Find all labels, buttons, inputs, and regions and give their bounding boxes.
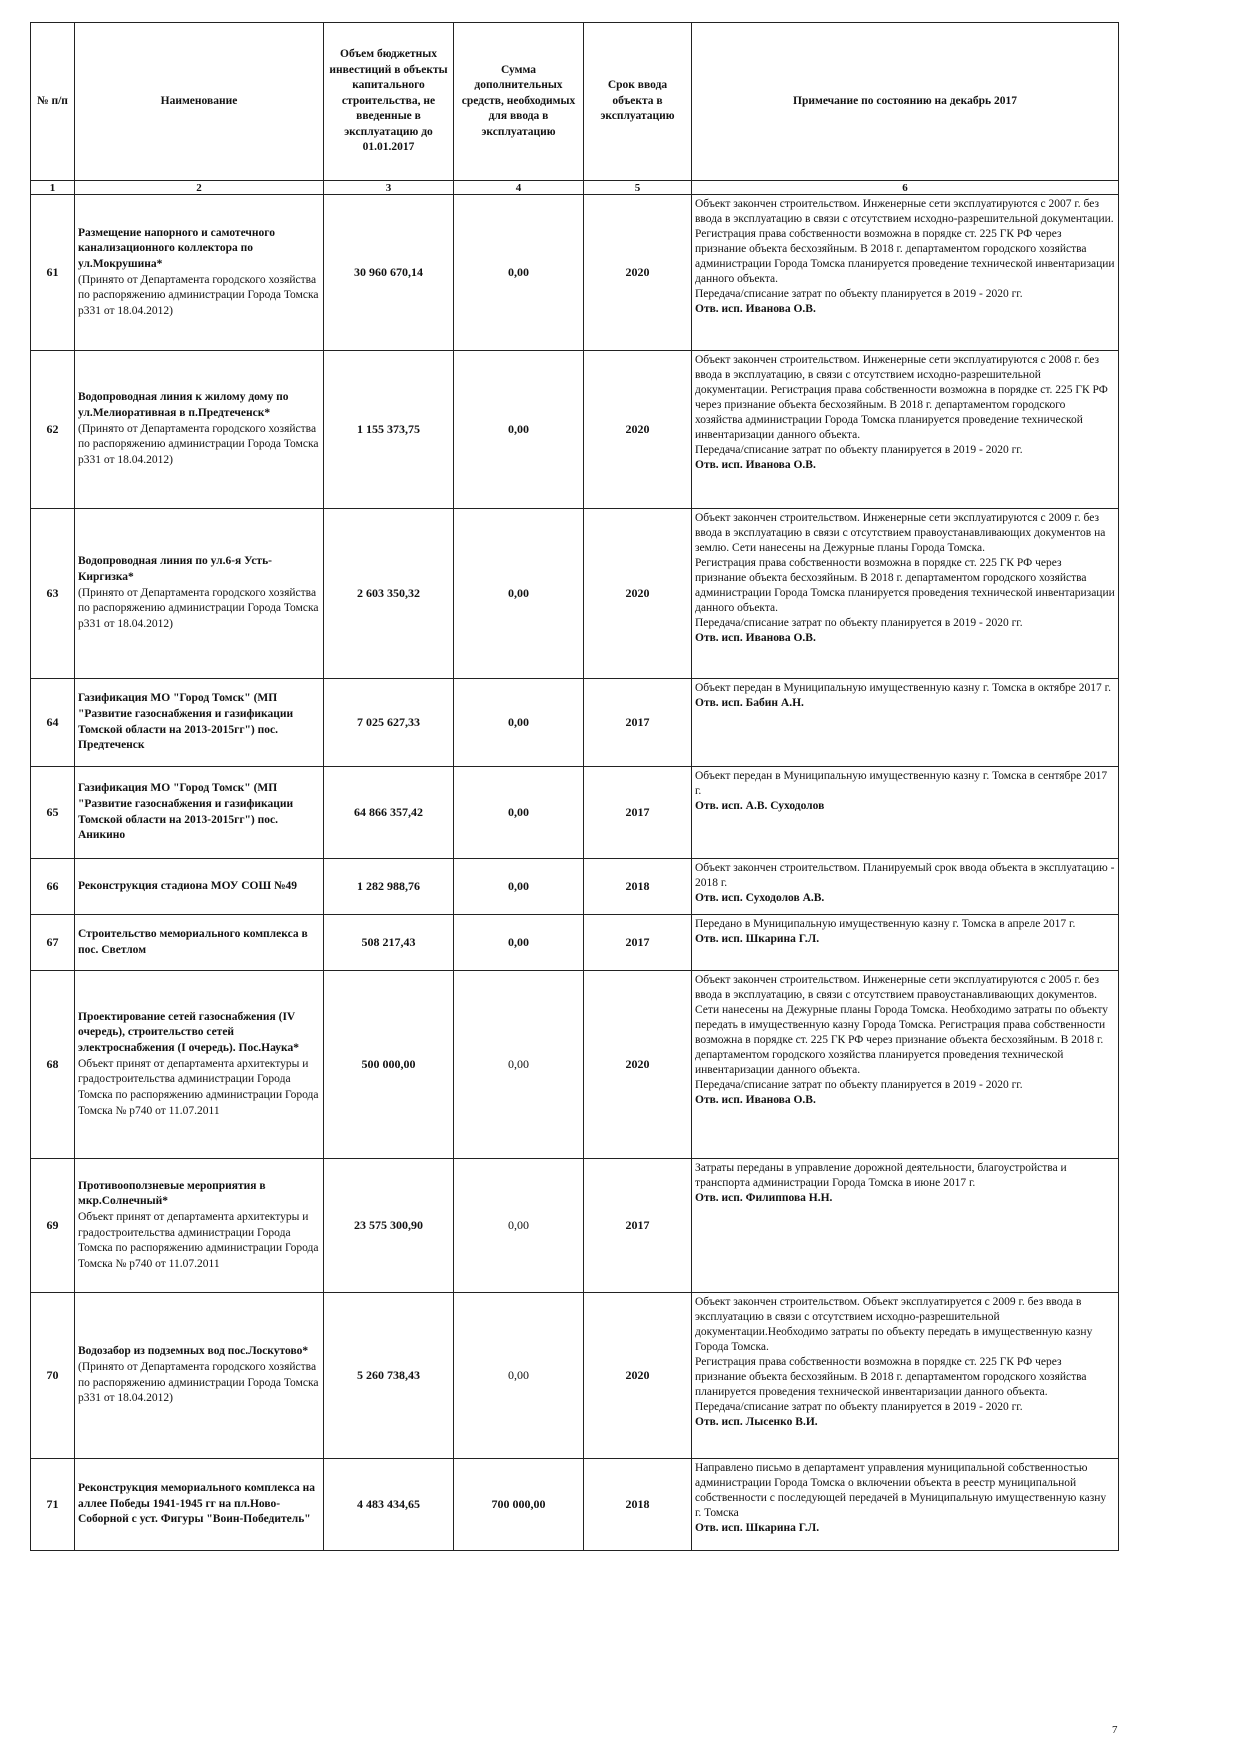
commissioning-term: 2017 [584, 915, 692, 971]
table-row [31, 767, 1119, 859]
object-name-main: Газификация МО "Город Томск" (МП "Развитие газоснабжения и газификации Томской области на 2013-2015гг") пос. Предтеченск [78, 692, 294, 752]
object-name-main: Реконструкция мемориального комплекса на аллее Победы 1941-1945 гг на пл.Ново-Соборной с уст. Фигуры "Воин-Победитель" [78, 1482, 316, 1526]
note-text: Регистрация права собственности возможна в порядке ст. 225 ГК РФ через признание объекта бесхозяйным. В 2018 г. департаментом городского хозяйства планируется проведения технической инвентаризации данного объекта. [695, 1355, 1087, 1398]
note [692, 509, 1119, 679]
note [692, 1293, 1119, 1459]
commissioning-term: 2020 [584, 1293, 692, 1459]
responsible-person: Отв. исп. А.В. Суходолов [695, 799, 825, 812]
note-text: Объект закончен строительством. Инженерные сети эксплуатируются с 2007 г. без ввода в эксплуатацию в связи с отсутствием исходно-разрешительной документации. Регистрация права собственности возможна в порядке ст. 225 ГК РФ через признание объекта бесхозяйным. В 2018 г. департаментом городского хозяйства администрации Города Томска планируется проведение технической инвентаризации данного объекта. [695, 198, 1115, 285]
table-row [31, 351, 1119, 509]
investment-volume: 4 483 434,65 [324, 1459, 454, 1551]
responsible-person: Отв. исп. Шкарина Г.Л. [695, 932, 820, 945]
note-text: Объект закончен строительством. Объект эксплуатируется с 2009 г. без ввода в эксплуатацию в связи с отсутствием исходно-разрешительной документации.Необходимо затраты по объекту передать в имущественную казну Города Томска. [695, 1296, 1093, 1353]
column-number: 6 [692, 181, 1119, 195]
row-number: 68 [31, 971, 75, 1159]
object-name [75, 1293, 324, 1459]
column-numbers-row [31, 181, 1119, 195]
note [692, 767, 1119, 859]
investment-volume: 7 025 627,33 [324, 679, 454, 767]
note [692, 1459, 1119, 1551]
object-name [75, 195, 324, 351]
object-name-main: Водопроводная линия к жилому дому по ул.Мелиоративная в п.Предтеченск* [78, 391, 289, 420]
note-text: Объект передан в Муниципальную имущественную казну г. Томска в сентябре 2017 г. [695, 770, 1108, 797]
responsible-person: Отв. исп. Суходолов А.В. [695, 891, 825, 904]
object-name-details: (Принято от Департамента городского хозяйства по распоряжению администрации Города Томска р331 от 18.04.2012) [78, 1360, 319, 1405]
table-row [31, 679, 1119, 767]
column-number: 5 [584, 181, 692, 195]
responsible-person: Отв. исп. Лысенко В.И. [695, 1415, 818, 1428]
object-name [75, 915, 324, 971]
investment-volume: 2 603 350,32 [324, 509, 454, 679]
row-number: 71 [31, 1459, 75, 1551]
note-text: Объект передан в Муниципальную имущественную казну г. Томска в октябре 2017 г. [695, 682, 1111, 694]
table-row [31, 1159, 1119, 1293]
responsible-person: Отв. исп. Шкарина Г.Л. [695, 1521, 820, 1534]
note [692, 915, 1119, 971]
page-number: 7 [1112, 1724, 1118, 1736]
header-num: № п/п [31, 23, 75, 181]
object-name [75, 859, 324, 915]
commissioning-term: 2017 [584, 1159, 692, 1293]
object-name-main: Газификация МО "Город Томск" (МП "Развитие газоснабжения и газификации Томской области на 2013-2015гг") пос. Аникино [78, 782, 294, 842]
note [692, 971, 1119, 1159]
row-number: 63 [31, 509, 75, 679]
investment-volume: 500 000,00 [324, 971, 454, 1159]
row-number: 61 [31, 195, 75, 351]
object-name [75, 351, 324, 509]
commissioning-term: 2020 [584, 195, 692, 351]
responsible-person: Отв. исп. Иванова О.В. [695, 631, 816, 644]
table-row [31, 915, 1119, 971]
responsible-person: Отв. исп. Иванова О.В. [695, 302, 816, 315]
note [692, 679, 1119, 767]
additional-funds: 0,00 [454, 1159, 584, 1293]
investment-volume: 5 260 738,43 [324, 1293, 454, 1459]
object-name-details: Объект принят от департамента архитектуры и градостроительства администрации Города Томска по распоряжению администрации Города Томска № р740 от 11.07.2011 [78, 1057, 319, 1117]
table-header-row [31, 23, 1119, 181]
additional-funds: 0,00 [454, 767, 584, 859]
object-name [75, 971, 324, 1159]
note-text: Направлено письмо в департамент управления муниципальной собственностью администрации Города Томска о включении объекта в реестр муниципальной собственности с последующей передачей в Муниципальную имущественную казну г. Томска [695, 1462, 1107, 1519]
object-name-details: Объект принят от департамента архитектуры и градостроительства администрации Города Томска по распоряжению администрации Города Томска № р740 от 11.07.2011 [78, 1210, 319, 1270]
header-volume: Объем бюджетных инвестиций в объекты капитального строительства, не введенные в эксплуатацию до 01.01.2017 [324, 23, 454, 181]
object-name-main: Водозабор из подземных вод пос.Лоскутово* [78, 1345, 309, 1358]
object-name-details: (Принято от Департамента городского хозяйства по распоряжению администрации Города Томска р331 от 18.04.2012) [78, 273, 319, 317]
object-name [75, 509, 324, 679]
note-text: Объект закончен строительством. Инженерные сети эксплуатируются с 2009 г. без ввода в эксплуатацию в связи с отсутствием правоустанавливающих документов на землю. Сети нанесены на Дежурные планы Города Томска. [695, 512, 1106, 554]
investment-volume: 64 866 357,42 [324, 767, 454, 859]
commissioning-term: 2020 [584, 509, 692, 679]
note [692, 195, 1119, 351]
note-text: Объект закончен строительством. Инженерные сети эксплуатируются с 2008 г. без ввода в эксплуатацию, в связи с отсутствием исходно-разрешительной документации. Регистрация права собственности возможна в порядке ст. 225 ГК РФ через признание объекта бесхозяйным. В 2018 г. департаментом городского хозяйства администрации Города Томска планируется проведение технической инвентаризации данного объекта. [695, 354, 1108, 441]
investment-volume: 30 960 670,14 [324, 195, 454, 351]
note [692, 1159, 1119, 1293]
note-text: Передано в Муниципальную имущественную казну г. Томска в апреле 2017 г. [695, 918, 1076, 930]
header-term: Срок ввода объекта в эксплуатацию [584, 23, 692, 181]
additional-funds: 0,00 [454, 195, 584, 351]
object-name-main: Строительство мемориального комплекса в пос. Светлом [78, 927, 308, 956]
commissioning-term: 2018 [584, 1459, 692, 1551]
object-name-main: Водопроводная линия по ул.6-я Усть-Киргизка* [78, 555, 272, 584]
table-row [31, 509, 1119, 679]
note-text: Объект закончен строительством. Планируемый срок ввода объекта в эксплуатацию - 2018 г. [695, 862, 1115, 889]
row-number: 64 [31, 679, 75, 767]
note-text: Регистрация права собственности возможна в порядке ст. 225 ГК РФ через признание объекта бесхозяйным. В 2018 г. департаментом городского хозяйства администрации Города Томска планируется проведения технической инвентаризации данного объекта. [695, 556, 1115, 614]
note-text: Передача/списание затрат по объекту планируется в 2019 - 2020 гг. [695, 1400, 1023, 1413]
investment-volume: 508 217,43 [324, 915, 454, 971]
commissioning-term: 2020 [584, 971, 692, 1159]
investment-volume: 1 282 988,76 [324, 859, 454, 915]
table-row [31, 859, 1119, 915]
note-text: Затраты переданы в управление дорожной деятельности, благоустройства и транспорта администрации Города Томска в июне 2017 г. [695, 1162, 1067, 1189]
note-text: Передача/списание затрат по объекту планируется в 2019 - 2020 гг. [695, 1078, 1023, 1091]
additional-funds: 0,00 [454, 971, 584, 1159]
responsible-person: Отв. исп. Бабин А.Н. [695, 696, 804, 709]
note-text: Передача/списание затрат по объекту планируется в 2019 - 2020 гг. [695, 287, 1023, 300]
row-number: 62 [31, 351, 75, 509]
header-name: Наименование [75, 23, 324, 181]
additional-funds: 0,00 [454, 679, 584, 767]
header-note: Примечание по состоянию на декабрь 2017 [692, 23, 1119, 181]
column-number: 2 [75, 181, 324, 195]
commissioning-term: 2020 [584, 351, 692, 509]
object-name-main: Противооползневые мероприятия в мкр.Солнечный* [78, 1179, 266, 1208]
commissioning-term: 2018 [584, 859, 692, 915]
note-text: Передача/списание затрат по объекту планируется в 2019 - 2020 гг. [695, 616, 1023, 629]
table-row [31, 1293, 1119, 1459]
note-text: Объект закончен строительством. Инженерные сети эксплуатируются с 2005 г. без ввода в эксплуатацию, в связи с отсутствием правоустанавливающих документов. Сети нанесены на Дежурные планы Города Томска. Необходимо затраты по объекту передать в имущественную казну Города Томска. Регистрация права собственности возможна в порядке ст. 225 ГК РФ через признание объекта бесхозяйным. В 2018 г. департаментом городского хозяйства планируется проведения технической инвентаризации данного объекта. [695, 974, 1109, 1076]
object-name [75, 1159, 324, 1293]
row-number: 66 [31, 859, 75, 915]
investment-volume: 23 575 300,90 [324, 1159, 454, 1293]
investment-objects-table [30, 22, 1119, 1551]
object-name-main: Проектирование сетей газоснабжения (IV очередь), строительство сетей электроснабжения (I очередь). Пос.Наука* [78, 1010, 299, 1055]
responsible-person: Отв. исп. Филиппова Н.Н. [695, 1191, 833, 1204]
investment-volume: 1 155 373,75 [324, 351, 454, 509]
object-name-details: (Принято от Департамента городского хозяйства по распоряжению администрации Города Томска р331 от 18.04.2012) [78, 422, 319, 466]
responsible-person: Отв. исп. Иванова О.В. [695, 1093, 816, 1106]
responsible-person: Отв. исп. Иванова О.В. [695, 458, 816, 471]
additional-funds: 700 000,00 [454, 1459, 584, 1551]
additional-funds: 0,00 [454, 915, 584, 971]
note-text: Передача/списание затрат по объекту планируется в 2019 - 2020 гг. [695, 443, 1023, 456]
additional-funds: 0,00 [454, 351, 584, 509]
commissioning-term: 2017 [584, 767, 692, 859]
row-number: 70 [31, 1293, 75, 1459]
table-row [31, 1459, 1119, 1551]
object-name-details: (Принято от Департамента городского хозяйства по распоряжению администрации Города Томска р331 от 18.04.2012) [78, 586, 319, 630]
object-name-main: Размещение напорного и самотечного канализационного коллектора по ул.Мокрушина* [78, 226, 275, 270]
row-number: 69 [31, 1159, 75, 1293]
table-row [31, 971, 1119, 1159]
note [692, 859, 1119, 915]
table-row [31, 195, 1119, 351]
object-name [75, 767, 324, 859]
row-number: 67 [31, 915, 75, 971]
note [692, 351, 1119, 509]
additional-funds: 0,00 [454, 1293, 584, 1459]
row-number: 65 [31, 767, 75, 859]
column-number: 4 [454, 181, 584, 195]
commissioning-term: 2017 [584, 679, 692, 767]
additional-funds: 0,00 [454, 509, 584, 679]
header-additional: Сумма дополнительных средств, необходимых для ввода в эксплуатацию [454, 23, 584, 181]
object-name [75, 1459, 324, 1551]
column-number: 1 [31, 181, 75, 195]
object-name-main: Реконструкция стадиона МОУ СОШ №49 [78, 879, 298, 892]
column-number: 3 [324, 181, 454, 195]
object-name [75, 679, 324, 767]
additional-funds: 0,00 [454, 859, 584, 915]
